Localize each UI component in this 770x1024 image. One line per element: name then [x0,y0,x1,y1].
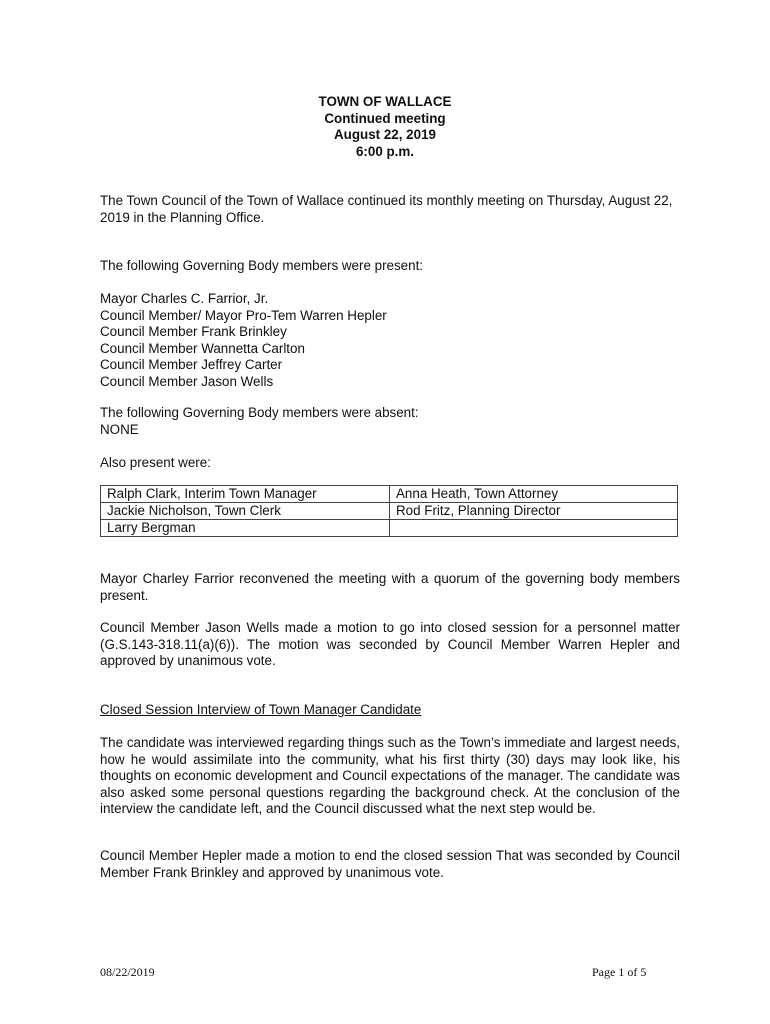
header-meeting-type: Continued meeting [324,110,446,126]
document-header [0,94,770,160]
section-heading [100,702,680,719]
reconvene-paragraph: Mayor Charley Farrior reconvened the meeting with a quorum of the governing body members present. [100,571,680,603]
table-cell: Larry Bergman [101,520,390,537]
absent-heading: The following Governing Body members were absent: [100,405,419,420]
present-member: Mayor Charles C. Farrior, Jr. [100,291,269,306]
present-member: Council Member Jeffrey Carter [100,357,283,372]
table-row [101,486,678,503]
table-cell [390,520,678,537]
intro-paragraph: The Town Council of the Town of Wallace continued its monthly meeting on Thursday, August 22, 2019 in the Planning Office. [100,193,673,225]
end-session-paragraph: Council Member Hepler made a motion to end the closed session That was seconded by Council Member Frank Brinkley and approved by unanimous vote. [100,848,680,880]
present-members-list [100,291,680,390]
header-time: 6:00 p.m. [355,143,415,159]
also-present-heading: Also present were: [100,455,211,470]
table-cell: Ralph Clark, Interim Town Manager [101,486,390,503]
section-heading-text: Closed Session Interview of Town Manager Candidate [100,702,422,717]
present-member: Council Member Jason Wells [100,373,274,389]
present-member: Council Member Wannetta Carlton [100,340,305,356]
absent-section [100,405,680,438]
footer-date: 08/22/2019 [100,965,155,979]
also-present-table [100,485,678,537]
footer-page-number: Page 1 of 5 [592,965,647,979]
table-cell: Jackie Nicholson, Town Clerk [101,503,390,520]
present-member: Council Member Frank Brinkley [100,324,287,339]
present-member: Council Member/ Mayor Pro-Tem Warren Hepler [100,307,387,323]
table-cell: Rod Fritz, Planning Director [390,503,678,520]
table-row [101,520,678,537]
present-heading: The following Governing Body members were present: [100,258,424,273]
interview-paragraph: The candidate was interviewed regarding things such as the Town’s immediate and largest needs, how he would assimilate into the community, what his first thirty (30) days may look like, his thoughts on economic development and Council expectations of the manager. The candidate was also asked some personal questions regarding the background check. At the conclusion of the interview the candidate left, and the Council discussed what the next step would be. [100,735,680,816]
table-cell: Anna Heath, Town Attorney [390,486,678,503]
absent-value: NONE [100,421,139,437]
closed-session-motion-paragraph: Council Member Jason Wells made a motion to go into closed session for a personnel matter (G.S.143-318.11(a)(6)). The motion was seconded by Council Member Warren Hepler and approved by unanimous vote. [100,620,680,668]
header-town: TOWN OF WALLACE [318,94,452,109]
table-row [101,503,678,520]
header-date: August 22, 2019 [334,127,436,142]
